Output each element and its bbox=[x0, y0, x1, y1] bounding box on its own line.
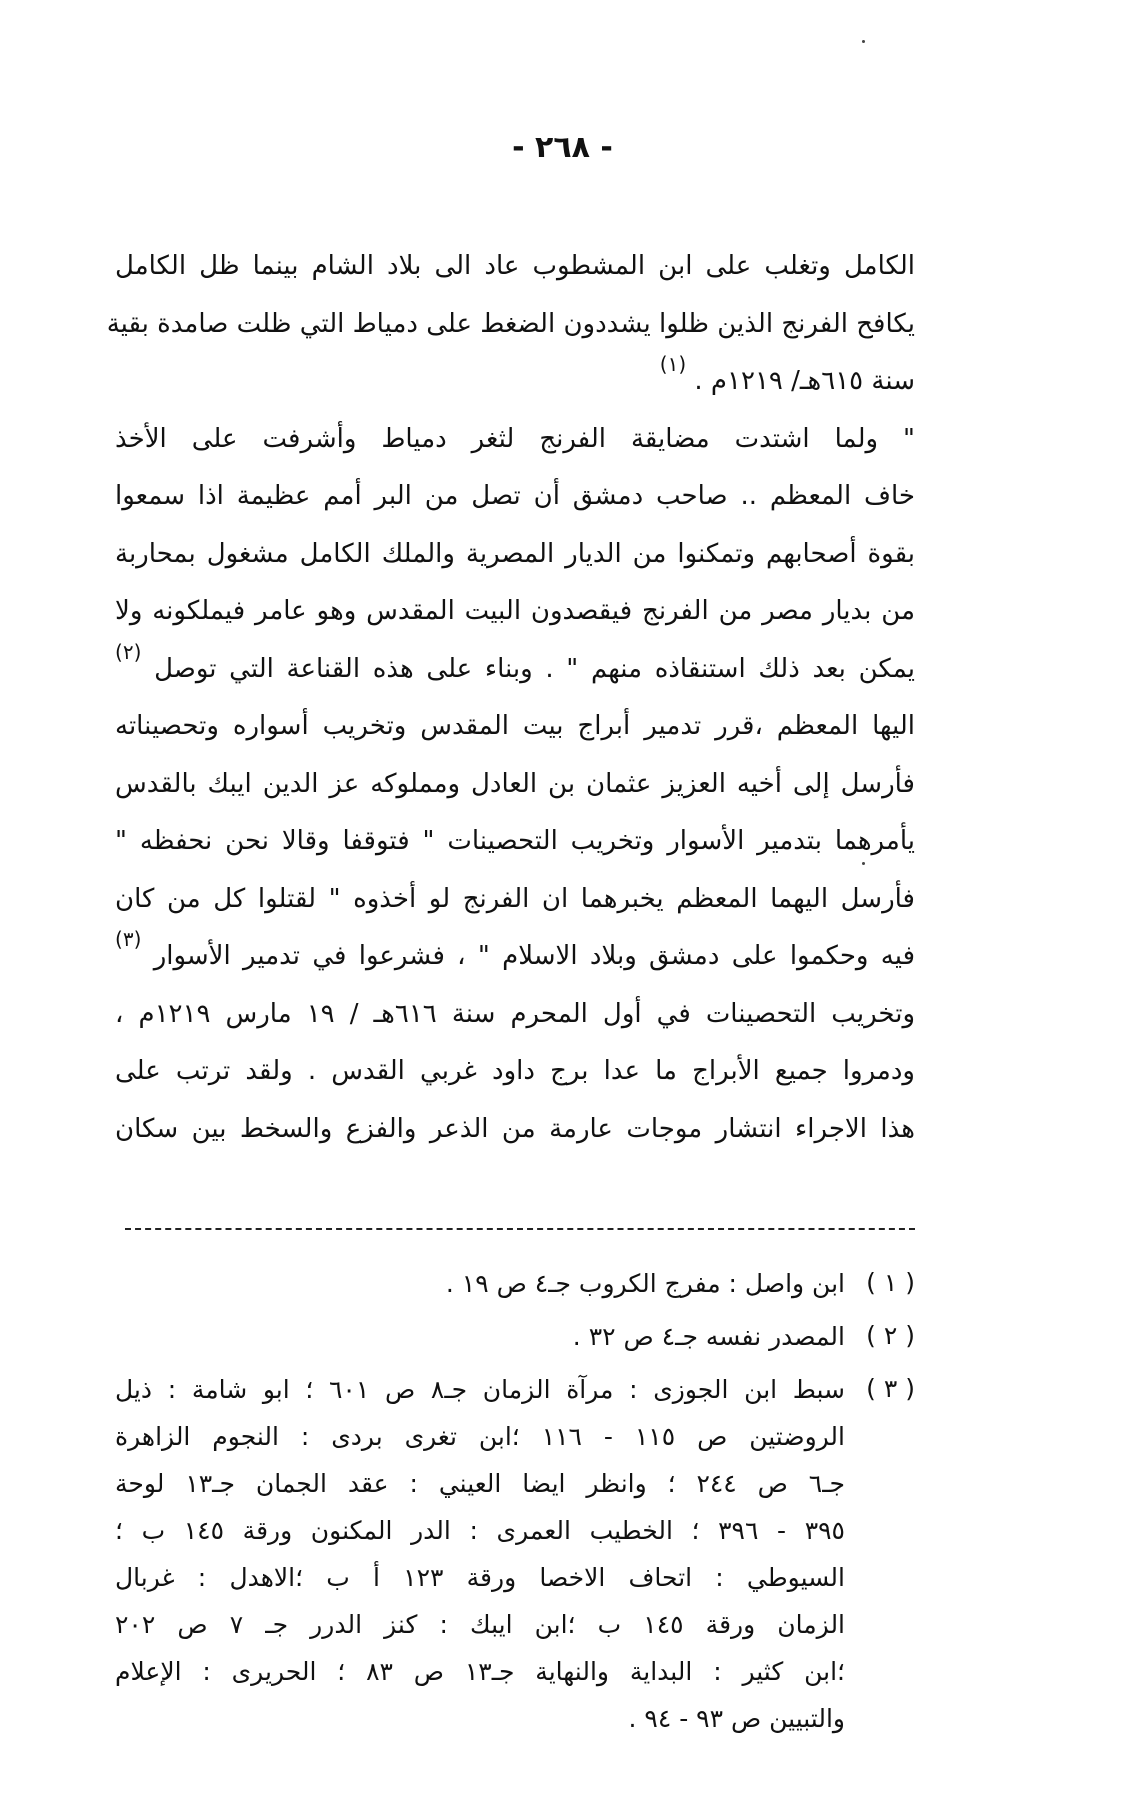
footnote-ref: (٢) bbox=[115, 639, 142, 664]
body-line: هذا الاجراء انتشار موجات عارمة من الذعر والفزع والسخط بين سكان bbox=[115, 1113, 915, 1144]
body-line bbox=[115, 928, 915, 986]
body-line: يأمرهما بتدمير الأسوار وتخريب التحصينات " فتوقفا وقالا نحن نحفظه " bbox=[115, 826, 915, 856]
body-line: يكافح الفرنج الذين ظلوا يشددون الضغط على دمياط التي ظلت صامدة بقية bbox=[106, 308, 915, 339]
body-line: فأرسل إلى أخيه العزيز عثمان بن العادل ومملوكه عز الدين ايبك بالقدس bbox=[115, 768, 915, 799]
body-text bbox=[106, 238, 916, 1158]
body-line-text: فيه وحكموا على دمشق وبلاد الاسلام " ، فشرعوا في تدمير الأسوار bbox=[153, 941, 916, 971]
footnote-line: ٣٩٥ - ٣٩٦ ؛ الخطيب العمرى : الدر المكنون ورقة ١٤٥ ب ؛ bbox=[115, 1516, 845, 1545]
footnote-line: والتبيين ص ٩٣ - ٩٤ . bbox=[628, 1704, 845, 1733]
footnote-item bbox=[115, 1313, 915, 1360]
footnote-line: المصدر نفسه جـ٤ ص ٣٢ . bbox=[572, 1322, 845, 1351]
footnote-line: ؛ابن كثير : البداية والنهاية جـ١٣ ص ٨٣ ؛ الحريرى : الإعلام bbox=[115, 1657, 845, 1686]
footnotes bbox=[115, 1260, 915, 1748]
footnote-line: ابن واصل : مفرج الكروب جـ٤ ص ١٩ . bbox=[445, 1269, 845, 1298]
scan-speck bbox=[862, 862, 865, 865]
body-line: وتخريب التحصينات في أول المحرم سنة ٦١٦هـ / ١٩ مارس ١٢١٩م ، bbox=[115, 998, 915, 1029]
footnote-line: السيوطي : اتحاف الاخصا ورقة ١٢٣ أ ب ؛الاهدل : غربال bbox=[115, 1563, 845, 1592]
body-line: بقوة أصحابهم وتمكنوا من الديار المصرية والملك الكامل مشغول بمحاربة bbox=[115, 538, 915, 569]
footnote-line: سبط ابن الجوزى : مرآة الزمان جـ٨ ص ٦٠١ ؛ ابو شامة : ذيل bbox=[115, 1375, 845, 1404]
body-line-text: يمكن بعد ذلك استنقاذه منهم " . وبناء على هذه القناعة التي توصل bbox=[154, 653, 915, 684]
footnote-item bbox=[115, 1260, 915, 1307]
body-line: " ولما اشتدت مضايقة الفرنج لثغر دمياط وأشرفت على الأخذ bbox=[115, 423, 915, 454]
footnote-number: ( ١ ) bbox=[866, 1268, 915, 1297]
body-line: من بديار مصر من الفرنج فيقصدون البيت المقدس وهو عامر فيملكونه ولا bbox=[115, 596, 915, 626]
footnote-ref: (١) bbox=[659, 352, 687, 376]
body-line: اليها المعظم ،قرر تدمير أبراج بيت المقدس وتخريب أسواره وتحصيناته bbox=[115, 711, 915, 741]
footnote-line: الزمان ورقة ١٤٥ ب ؛ابن ايبك : كنز الدرر جـ ٧ ص ٢٠٢ bbox=[115, 1610, 846, 1639]
body-line bbox=[115, 641, 915, 699]
footnote-separator bbox=[125, 1228, 915, 1230]
body-line: فأرسل اليهما المعظم يخبرهما ان الفرنج لو أخذوه " لقتلوا كل من كان bbox=[115, 883, 915, 914]
scan-speck bbox=[862, 40, 865, 43]
footnote-number: ( ٢ ) bbox=[866, 1321, 915, 1350]
body-line bbox=[115, 353, 915, 411]
footnote-line: جـ٦ ص ٢٤٤ ؛ وانظر ايضا العيني : عقد الجمان جـ١٣ لوحة bbox=[115, 1469, 845, 1498]
footnote-number: ( ٣ ) bbox=[866, 1374, 915, 1403]
body-line: الكامل وتغلب على ابن المشطوب عاد الى بلاد الشام بينما ظل الكامل bbox=[115, 251, 915, 281]
body-line: ودمروا جميع الأبراج ما عدا برج داود غربي القدس . ولقد ترتب على bbox=[115, 1056, 915, 1086]
body-line: خاف المعظم .. صاحب دمشق أن تصل من البر أمم عظيمة اذا سمعوا bbox=[115, 481, 915, 511]
body-line-text: سنة ٦١٥هـ/ ١٢١٩م . bbox=[694, 366, 915, 396]
footnote-item bbox=[115, 1366, 915, 1742]
footnote-line: الروضتين ص ١١٥ - ١١٦ ؛ابن تغرى بردى : النجوم الزاهرة bbox=[115, 1422, 845, 1451]
footnote-ref: (٣) bbox=[115, 927, 142, 951]
page-number: - ٢٦٨ - bbox=[512, 130, 613, 165]
